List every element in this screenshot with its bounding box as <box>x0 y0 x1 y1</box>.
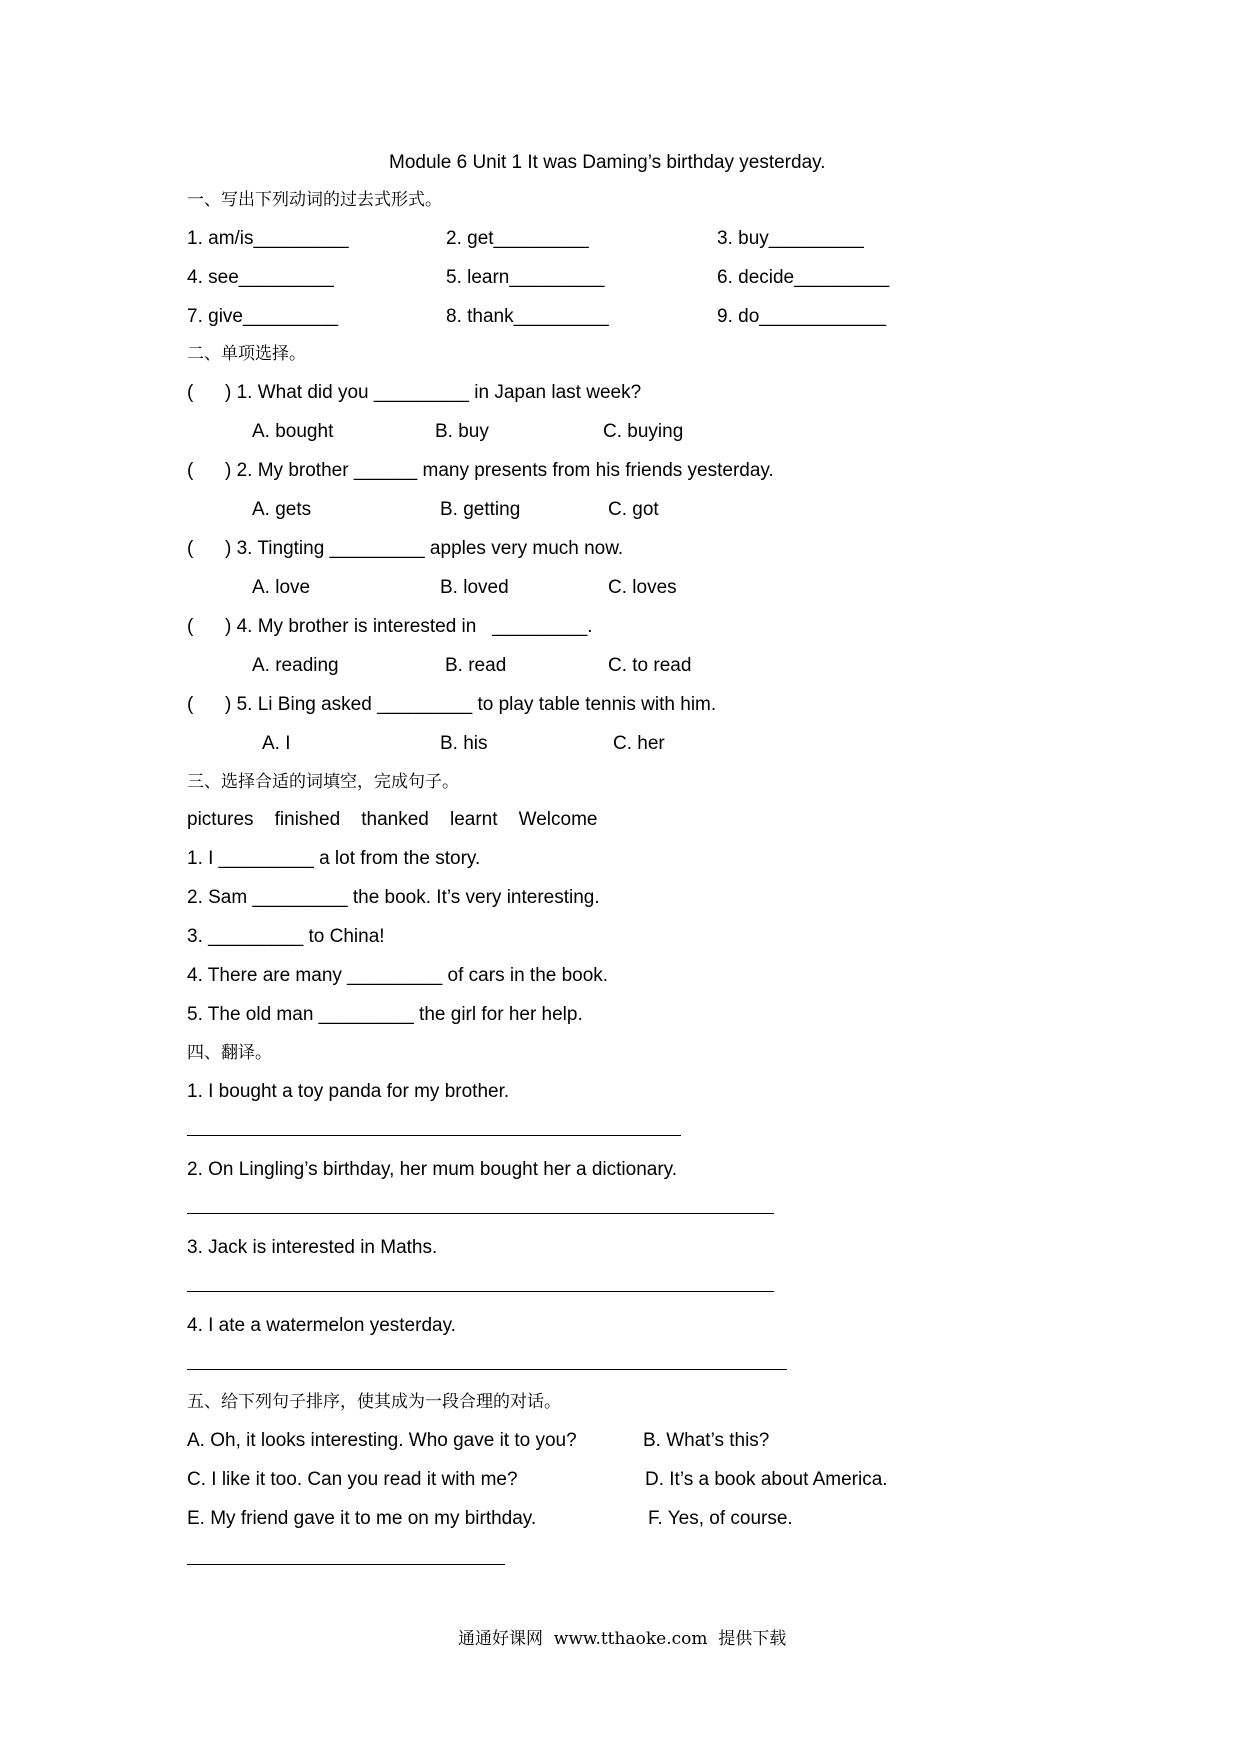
verb-item-9: 9. do____________ <box>717 306 887 327</box>
translate-item-1: 1. I bought a toy panda for my brother. <box>187 1081 510 1102</box>
page-title: Module 6 Unit 1 It was Daming’s birthday yesterday. <box>389 152 826 173</box>
verb-item-6: 6. decide_________ <box>717 267 890 288</box>
section1-heading: 一、写出下列动词的过去式形式。 <box>187 190 442 210</box>
verb-item-1: 1. am/is_________ <box>187 228 349 249</box>
dialogue-option-f: F. Yes, of course. <box>648 1508 793 1529</box>
mc-option: B. getting <box>440 499 521 520</box>
translate-item-4: 4. I ate a watermelon yesterday. <box>187 1315 456 1336</box>
footer-text: 通通好课网 www.tthaoke.com 提供下载 <box>458 1629 787 1649</box>
mc-option: A. I <box>262 733 291 754</box>
fill-item-3: 3. _________ to China! <box>187 926 385 947</box>
mc-question-3: ( ) 3. Tingting _________ apples very much now. <box>187 538 624 559</box>
verb-item-5: 5. learn_________ <box>446 267 605 288</box>
verb-item-8: 8. thank_________ <box>446 306 609 327</box>
mc-option: C. her <box>613 733 665 754</box>
section3-heading: 三、选择合适的词填空，完成句子。 <box>187 772 459 792</box>
verb-item-2: 2. get_________ <box>446 228 589 249</box>
section2-heading: 二、单项选择。 <box>187 344 306 364</box>
mc-option: C. buying <box>603 421 684 442</box>
fill-item-5: 5. The old man _________ the girl for her help. <box>187 1004 583 1025</box>
dialogue-option-d: D. It’s a book about America. <box>645 1469 888 1490</box>
dialogue-option-e: E. My friend gave it to me on my birthday. <box>187 1508 537 1529</box>
fill-item-2: 2. Sam _________ the book. It’s very interesting. <box>187 887 600 908</box>
mc-option: C. to read <box>608 655 692 676</box>
mc-question-4: ( ) 4. My brother is interested in _________. <box>187 616 593 637</box>
word-bank: pictures finished thanked learnt Welcome <box>187 809 598 830</box>
translate-item-2: 2. On Lingling’s birthday, her mum bought her a dictionary. <box>187 1159 678 1180</box>
mc-option: C. loves <box>608 577 677 598</box>
mc-option: A. love <box>252 577 311 598</box>
mc-question-2: ( ) 2. My brother ______ many presents from his friends yesterday. <box>187 460 774 481</box>
dialogue-option-a: A. Oh, it looks interesting. Who gave it to you? <box>187 1430 577 1451</box>
mc-question-1: ( ) 1. What did you _________ in Japan last week? <box>187 382 642 403</box>
mc-option: A. bought <box>252 421 334 442</box>
fill-item-4: 4. There are many _________ of cars in the book. <box>187 965 609 986</box>
mc-option: B. loved <box>440 577 509 598</box>
translate-item-3: 3. Jack is interested in Maths. <box>187 1237 438 1258</box>
answer-line <box>187 1135 681 1136</box>
verb-item-3: 3. buy_________ <box>717 228 864 249</box>
verb-item-4: 4. see_________ <box>187 267 334 288</box>
mc-option: B. read <box>445 655 507 676</box>
dialogue-option-b: B. What’s this? <box>643 1430 770 1451</box>
mc-option: B. buy <box>435 421 489 442</box>
verb-item-7: 7. give_________ <box>187 306 339 327</box>
answer-line <box>187 1213 774 1214</box>
mc-question-5: ( ) 5. Li Bing asked _________ to play table tennis with him. <box>187 694 717 715</box>
answer-line <box>187 1564 505 1565</box>
section4-heading: 四、翻译。 <box>187 1043 272 1063</box>
dialogue-option-c: C. I like it too. Can you read it with me? <box>187 1469 518 1490</box>
answer-line <box>187 1369 787 1370</box>
mc-option: A. reading <box>252 655 339 676</box>
mc-option: B. his <box>440 733 488 754</box>
mc-option: A. gets <box>252 499 312 520</box>
answer-line <box>187 1291 774 1292</box>
mc-option: C. got <box>608 499 659 520</box>
section5-heading: 五、给下列句子排序，使其成为一段合理的对话。 <box>187 1392 561 1412</box>
fill-item-1: 1. I _________ a lot from the story. <box>187 848 481 869</box>
